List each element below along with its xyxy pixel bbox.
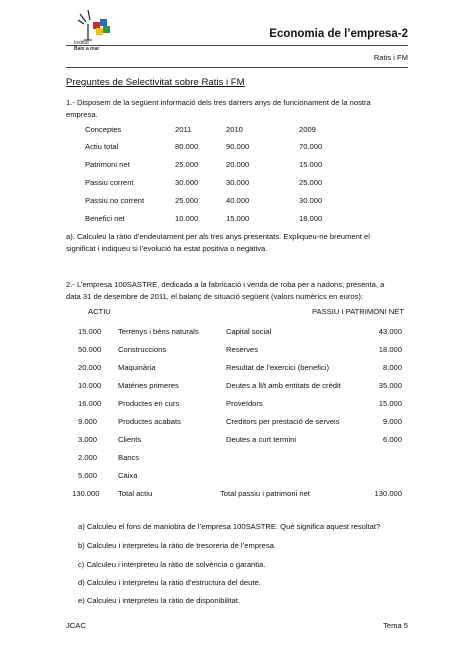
q1-col-header: 2010 <box>226 125 243 134</box>
page-title: Economia de l’empresa-2 <box>269 28 408 40</box>
asset-label: Caixa <box>118 471 138 480</box>
asset-amount: 15.000 <box>78 327 102 336</box>
q2-intro-line1: 2.- L’empresa 100SASTRE, dedicada a la fabricació i venda de roba per a nadons, presenta, a <box>66 280 385 289</box>
q1-cell-2011: 80.000 <box>175 142 199 151</box>
q1-cell-2011: 30.000 <box>175 178 199 187</box>
q1-cell-concept: Patrimoni net <box>85 160 130 169</box>
q1-intro-line1: 1.- Disposem de la següent informació dels tres darrers anys de funcionament de la nostra <box>66 98 371 107</box>
asset-label: Matèries primeres <box>118 381 179 390</box>
section-title: Preguntes de Selectivitat sobre Ratis i FM <box>66 77 245 88</box>
asset-label: Maquinària <box>118 363 156 372</box>
liability-amount: 18.000 <box>378 345 402 354</box>
asset-label: Construccions <box>118 345 167 354</box>
liability-label: Creditors per prestació de serveis <box>226 417 340 426</box>
asset-amount: 16.000 <box>78 399 102 408</box>
asset-label: Productes en curs <box>118 399 180 408</box>
asset-amount: 5.000 <box>78 471 98 480</box>
logo-text-line2: Baix a mar <box>74 46 100 52</box>
liability-amount: 35.000 <box>378 381 402 390</box>
q1-cell-2009: 18.000 <box>299 214 323 223</box>
liability-total-amount: 130.000 <box>374 489 402 498</box>
logo-text <box>74 40 99 52</box>
asset-amount: 20.000 <box>78 363 102 372</box>
liability-amount: 9.000 <box>382 417 402 426</box>
q1-cell-2010: 20.000 <box>226 160 250 169</box>
q1-cell-2009: 30.000 <box>299 196 323 205</box>
asset-amount: 9.000 <box>78 417 98 426</box>
q2-question: b) Calculeu i interpreteu la ràtio de tresoreria de l’empresa. <box>78 541 276 550</box>
q1-cell-concept: Actiu total <box>85 142 119 151</box>
liability-total-label: Total passiu i patrimoni net <box>220 489 310 498</box>
q2-question: e) Calculeu i interpreteu la ràtio de disponibilitat. <box>78 596 241 605</box>
asset-total-label: Total actiu <box>118 489 153 498</box>
asset-amount: 50.000 <box>78 345 102 354</box>
q1-question-a <box>66 231 408 254</box>
q1-cell-2010: 90.000 <box>226 142 250 151</box>
q1-intro-line2: empresa. <box>66 109 98 119</box>
q1-cell-2011: 25.000 <box>175 196 199 205</box>
assets-header: ACTIU <box>88 307 111 316</box>
asset-amount: 3.000 <box>78 435 98 444</box>
q1-cell-2010: 40.000 <box>226 196 250 205</box>
liability-label: Proveïdors <box>226 399 263 408</box>
footer-topic: Tema 5 <box>383 621 408 630</box>
subtitle-divider <box>66 67 408 68</box>
q1-intro <box>66 97 408 120</box>
liability-amount: 15.000 <box>378 399 402 408</box>
liability-amount: 43.000 <box>378 327 402 336</box>
asset-amount: 10.000 <box>78 381 102 390</box>
asset-label: Bancs <box>118 453 140 462</box>
q1-col-header: Conceptes <box>85 125 122 134</box>
q1-cell-2011: 10.000 <box>175 214 199 223</box>
q2-question: a) Calculeu el fons de maniobra de l’empresa 100SASTRE. Què significa aquest resultat? <box>78 522 381 531</box>
liability-label: Deutes a ll/t amb entitats de crèdit <box>226 381 341 390</box>
asset-label: Productes acabats <box>118 417 181 426</box>
q1-cell-2009: 15.000 <box>299 160 323 169</box>
liability-label: Resultat de l’exercici (benefici) <box>226 363 329 372</box>
q2-intro-line2: data 31 de desembre de 2011, el balanç de situació següent (valors numèrics en euros): <box>66 291 364 301</box>
q1-cell-2010: 15.000 <box>226 214 250 223</box>
page-subtitle: Ratis i FM <box>373 53 408 62</box>
q1-cell-concept: Passiu no corrent <box>85 196 145 205</box>
q1-question-a-line1: a). Calculeu la ràtio d’endeutament per als tres anys presentats. Expliqueu-ne breument el <box>66 232 370 241</box>
q1-cell-2010: 30.000 <box>226 178 250 187</box>
liability-label: Capital social <box>226 327 272 336</box>
q1-cell-2011: 25.000 <box>175 160 199 169</box>
q1-cell-2009: 70.000 <box>299 142 323 151</box>
liability-amount: 6.000 <box>382 435 402 444</box>
footer-author: JCAC <box>66 621 86 630</box>
liabilities-header: PASSIU I PATRIMONI NET <box>312 307 404 316</box>
liability-label: Deutes a curt termini <box>226 435 297 444</box>
liability-label: Reserves <box>226 345 259 354</box>
asset-amount: 2.000 <box>78 453 98 462</box>
q1-cell-concept: Passiu corrent <box>85 178 134 187</box>
liability-amount: 8.000 <box>382 363 402 372</box>
q1-cell-2009: 25.000 <box>299 178 323 187</box>
q2-question: c) Calculeu i interpreteu la ràtio de solvència o garantia. <box>78 560 266 569</box>
q1-col-header: 2011 <box>175 125 192 134</box>
q1-col-header: 2009 <box>299 125 316 134</box>
q2-intro <box>66 279 408 302</box>
q2-question: d) Calculeu i interpreteu la ràtio d’estructura del deute. <box>78 578 261 587</box>
asset-label: Clients <box>118 435 142 444</box>
q1-question-a-line2: significat i indiqueu si l’evolució ha estat positiva o negativa. <box>66 243 268 253</box>
logo-text-line1: Institut <box>74 40 89 46</box>
q1-cell-concept: Benefici net <box>85 214 125 223</box>
asset-total-amount: 130.000 <box>72 489 100 498</box>
asset-label: Terrenys i béns naturals <box>118 327 199 336</box>
header-divider <box>66 45 408 46</box>
